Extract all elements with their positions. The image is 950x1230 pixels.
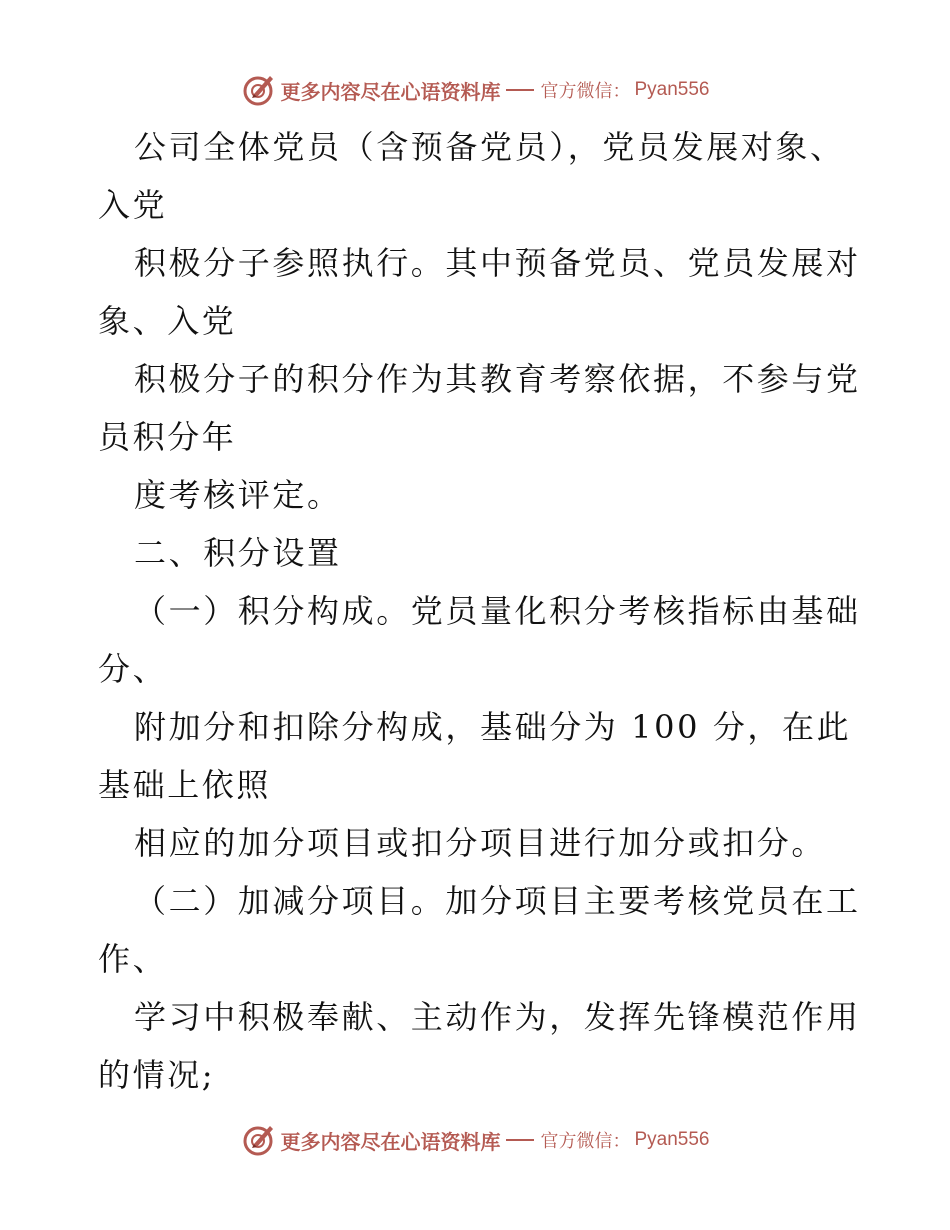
text-line: 附加分和扣除分构成，基础分为 100 分，在此 [134, 708, 852, 746]
text-line: 积极分子参照执行。其中预备党员、党员发展对 [134, 244, 861, 282]
text-line: 积极分子的积分作为其教育考察依据，不参与党 [134, 360, 861, 398]
text-line: 的情况; [98, 1056, 216, 1094]
banner-text: 更多内容尽在心语资料库 [280, 79, 501, 104]
text-line: 分、 [98, 650, 168, 688]
banner-dash [506, 1139, 534, 1141]
banner-wechat-id: Pyan556 [634, 1129, 710, 1150]
header-watermark [0, 70, 950, 110]
banner-official-label: 官方微信： [540, 81, 631, 102]
banner-dash [506, 89, 534, 91]
pen-logo-icon [240, 1122, 276, 1158]
text-line: 学习中积极奉献、主动作为，发挥先锋模范作用 [134, 998, 861, 1036]
text-line: 入党 [98, 186, 168, 224]
text-line: （一）积分构成。党员量化积分考核指标由基础 [134, 592, 861, 630]
text-line: （二）加减分项目。加分项目主要考核党员在工 [134, 882, 861, 920]
banner-official-label: 官方微信： [540, 1131, 631, 1152]
text-line: 作、 [98, 940, 168, 978]
text-line: 公司全体党员（含预备党员），党员发展对象、 [134, 128, 845, 166]
pen-logo-icon [240, 72, 276, 108]
text-line: 员积分年 [98, 418, 237, 456]
text-line: 基础上依照 [98, 766, 272, 804]
text-line: 度考核评定。 [134, 476, 342, 514]
banner-wechat-id: Pyan556 [634, 79, 710, 100]
banner-text: 更多内容尽在心语资料库 [280, 1129, 501, 1154]
text-line: 象、入党 [98, 302, 237, 340]
document-body [98, 118, 861, 1104]
text-line: 相应的加分项目或扣分项目进行加分或扣分。 [134, 824, 827, 862]
text-line: 二、积分设置 [134, 534, 342, 572]
footer-watermark [0, 1120, 950, 1160]
